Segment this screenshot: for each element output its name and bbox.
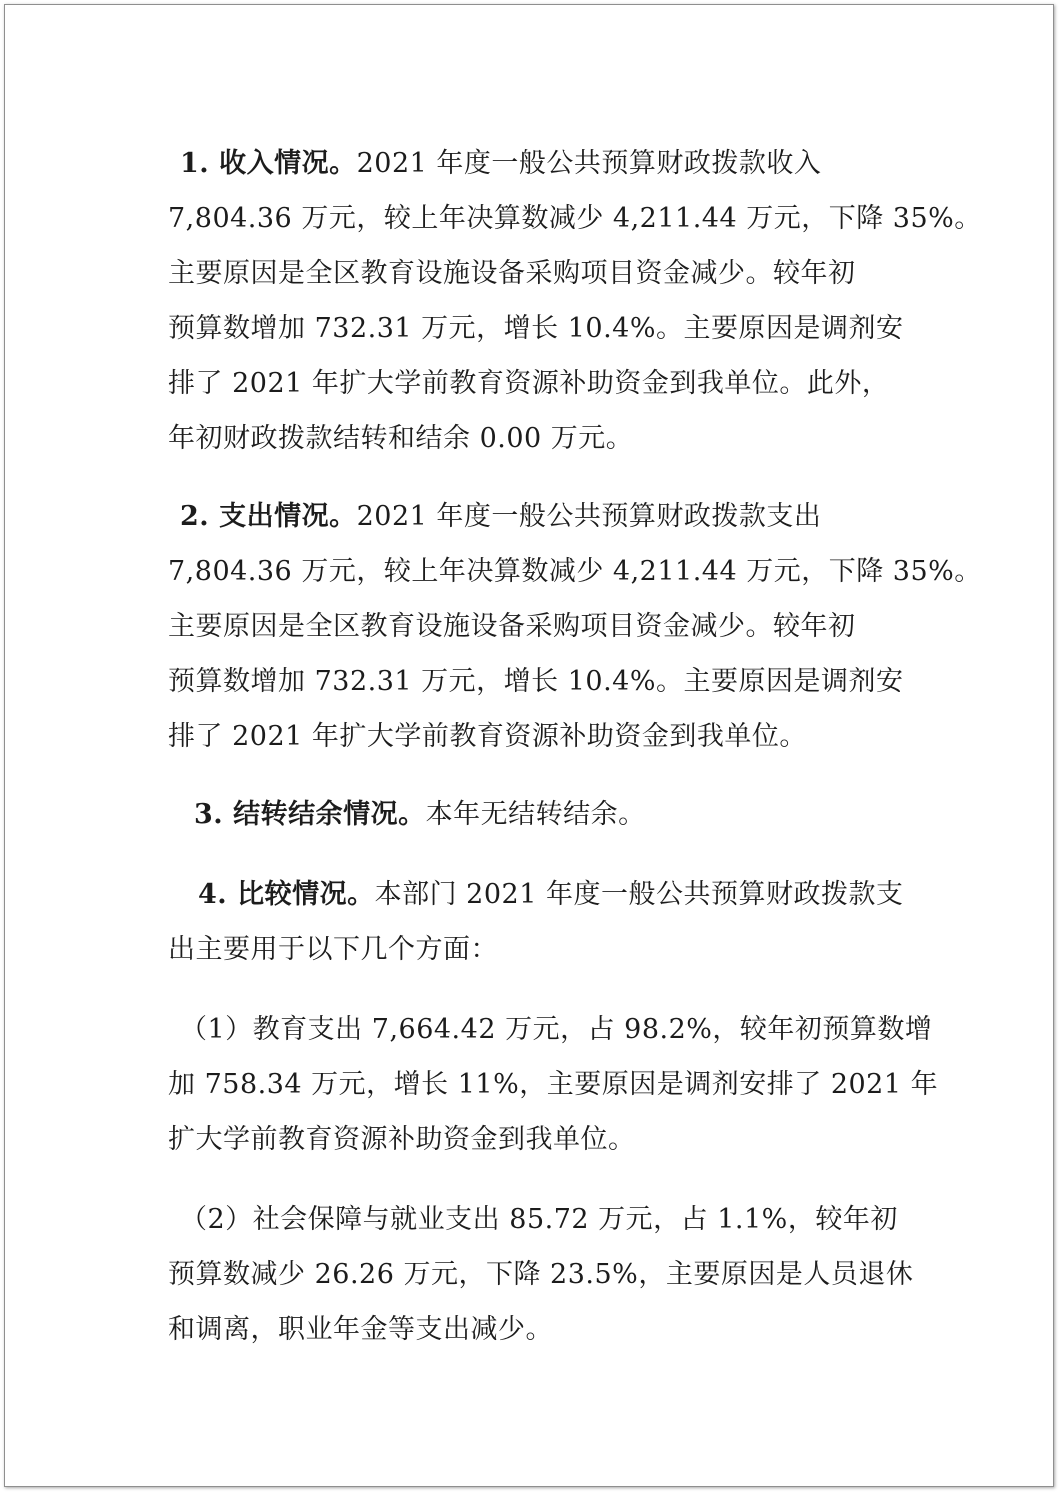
section-2-line-2: 7,804.36 万元，较上年决算数减少 4,211.44 万元，下降 35%。 xyxy=(168,556,982,587)
section-1-text-1: 2021 年度一般公共预算财政拨款收入 xyxy=(356,148,822,179)
section-2-line-5: 排了 2021 年扩大学前教育资源补助资金到我单位。 xyxy=(168,721,807,752)
document-page xyxy=(4,4,1054,1487)
section-3-line-1 xyxy=(194,798,646,832)
section-2-text-1: 2021 年度一般公共预算财政拨款支出 xyxy=(356,501,822,532)
section-1-line-4: 预算数增加 732.31 万元，增长 10.4%。主要原因是调剂安 xyxy=(168,313,904,344)
section-2-line-1 xyxy=(180,500,821,534)
section-4-line-2: 出主要用于以下几个方面： xyxy=(168,934,498,965)
section-1-line-5: 排了 2021 年扩大学前教育资源补助资金到我单位。此外， xyxy=(168,368,890,399)
section-3-heading: 3. 结转结余情况。 xyxy=(194,799,426,830)
section-1-line-1 xyxy=(180,147,821,181)
item-1-line-2: 加 758.34 万元，增长 11%，主要原因是调剂安排了 2021 年 xyxy=(168,1069,939,1100)
section-1-heading: 1. 收入情况。 xyxy=(180,148,357,179)
section-2-line-4: 预算数增加 732.31 万元，增长 10.4%。主要原因是调剂安 xyxy=(168,666,904,697)
section-1-line-6: 年初财政拨款结转和结余 0.00 万元。 xyxy=(168,423,634,454)
item-2-line-3: 和调离，职业年金等支出减少。 xyxy=(168,1314,553,1345)
section-2-line-3: 主要原因是全区教育设施设备采购项目资金减少。较年初 xyxy=(168,611,856,642)
section-1-line-2: 7,804.36 万元，较上年决算数减少 4,211.44 万元，下降 35%。 xyxy=(168,203,982,234)
item-1-line-3: 扩大学前教育资源补助资金到我单位。 xyxy=(168,1124,636,1155)
section-4-text-1: 本部门 2021 年度一般公共预算财政拨款支 xyxy=(374,879,904,910)
section-2-heading: 2. 支出情况。 xyxy=(180,501,357,532)
item-2-line-2: 预算数减少 26.26 万元，下降 23.5%，主要原因是人员退休 xyxy=(168,1259,914,1290)
item-2-line-1: （2）社会保障与就业支出 85.72 万元，占 1.1%，较年初 xyxy=(180,1204,898,1235)
section-4-line-1 xyxy=(198,878,903,912)
item-1-line-1: （1）教育支出 7,664.42 万元，占 98.2%，较年初预算数增 xyxy=(180,1014,933,1045)
section-4-heading: 4. 比较情况。 xyxy=(198,879,375,910)
section-1-line-3: 主要原因是全区教育设施设备采购项目资金减少。较年初 xyxy=(168,258,856,289)
section-3-text-1: 本年无结转结余。 xyxy=(425,799,646,830)
